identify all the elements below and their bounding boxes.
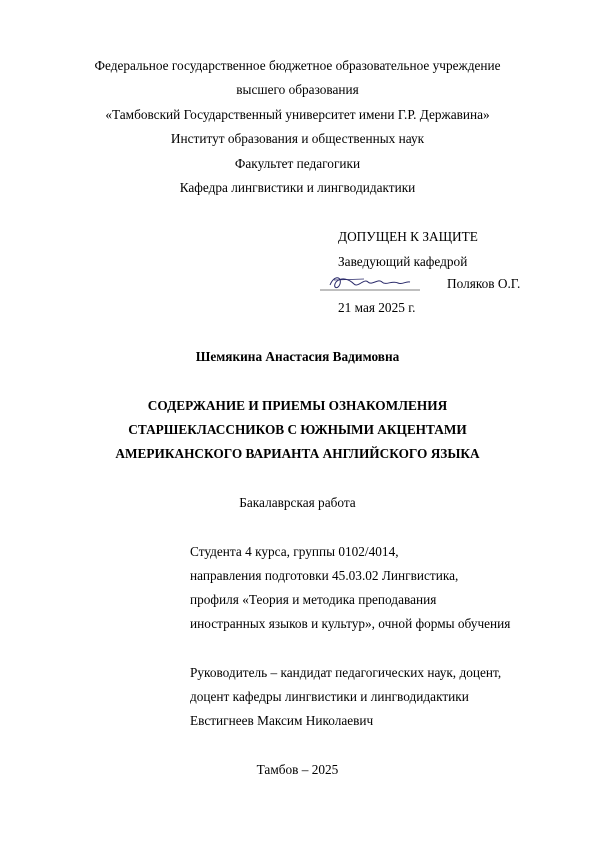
institute-name: Институт образования и общественных наук	[170, 131, 425, 146]
author-name: Шемякина Анастасия Вадимовна	[195, 349, 400, 364]
student-info-line: иностранных языков и культур», очной формы обучения	[190, 616, 511, 631]
approval-date: 21 мая 2025 г.	[338, 300, 416, 315]
approver-name: Поляков О.Г.	[447, 276, 521, 291]
department-name: Кафедра лингвистики и лингводидактики	[179, 180, 416, 195]
thesis-title-line: АМЕРИКАНСКОГО ВАРИАНТА АНГЛИЙСКОГО ЯЗЫКА	[115, 446, 480, 461]
approval-role: Заведующий кафедрой	[338, 254, 468, 269]
institution-line: высшего образования	[236, 82, 359, 97]
city-year: Тамбов – 2025	[256, 762, 339, 777]
thesis-title-line: СТАРШЕКЛАССНИКОВ С ЮЖНЫМИ АКЦЕНТАМИ	[128, 422, 467, 437]
faculty-name: Факультет педагогики	[234, 156, 361, 171]
thesis-title-line: СОДЕРЖАНИЕ И ПРИЕМЫ ОЗНАКОМЛЕНИЯ	[147, 398, 448, 413]
institution-line: Федеральное государственное бюджетное образовательное учреждение	[94, 58, 501, 73]
work-type: Бакалаврская работа	[239, 495, 356, 510]
supervisor-name: Евстигнеев Максим Николаевич	[190, 713, 374, 728]
signature-image	[320, 270, 420, 298]
supervisor-line: Руководитель – кандидат педагогических наук, доцент,	[190, 665, 502, 680]
supervisor-line: доцент кафедры лингвистики и лингводидактики	[190, 689, 469, 704]
approval-title: ДОПУЩЕН К ЗАЩИТЕ	[338, 229, 478, 244]
student-info-line: профиля «Теория и методика преподавания	[190, 592, 437, 607]
university-name: «Тамбовский Государственный университет имени Г.Р. Державина»	[105, 107, 490, 122]
student-info-line: Студента 4 курса, группы 0102/4014,	[190, 544, 399, 559]
student-info-line: направления подготовки 45.03.02 Лингвистика,	[190, 568, 459, 583]
